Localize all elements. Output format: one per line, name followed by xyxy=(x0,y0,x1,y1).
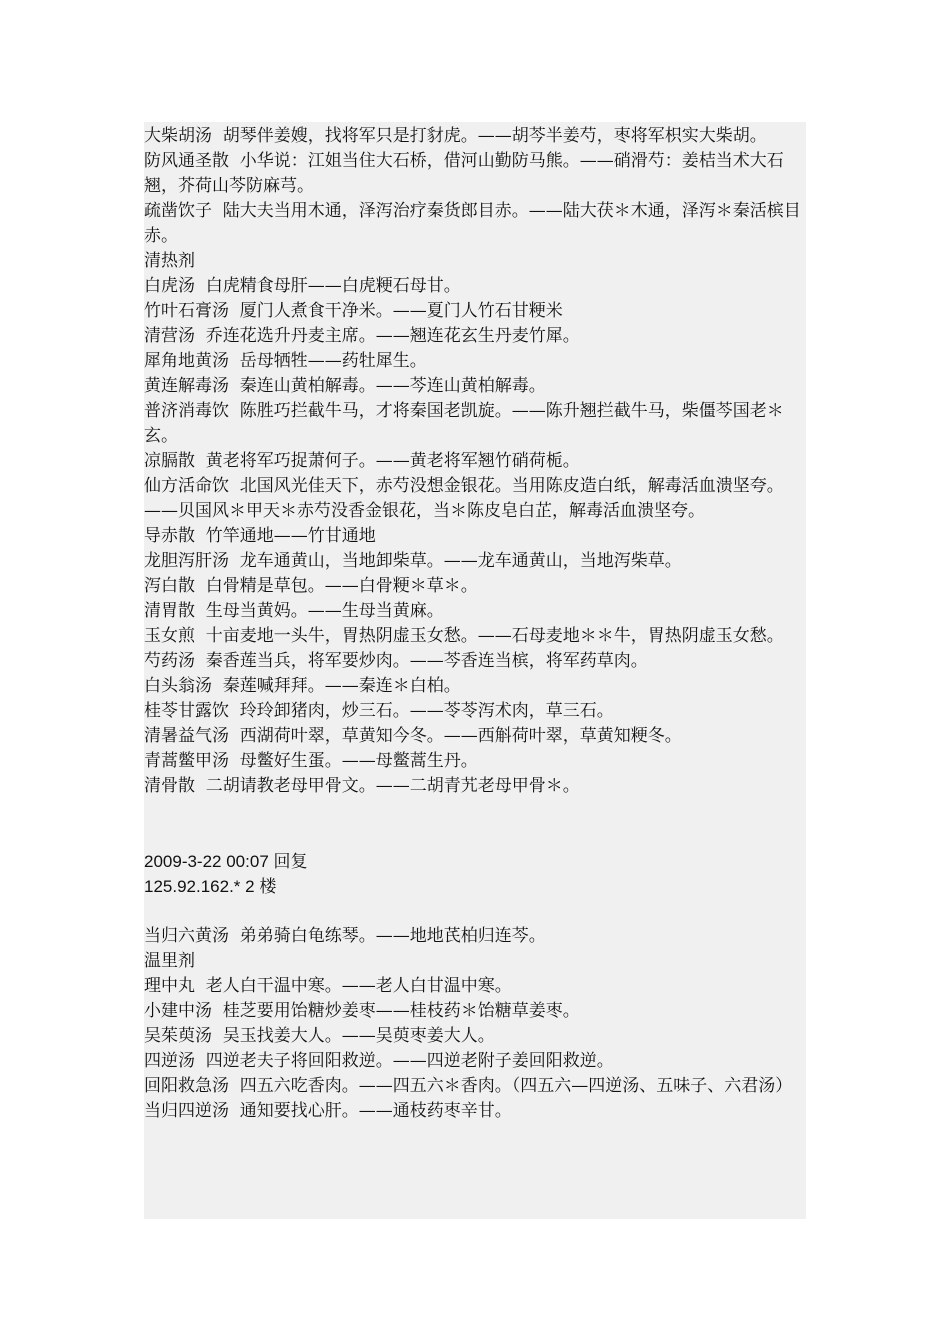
text-line: 清暑益气汤 西湖荷叶翠，草黄知今冬。——西斛荷叶翠，草黄知粳冬。 xyxy=(144,726,682,746)
post-2-body xyxy=(144,924,806,1124)
text-line: 吴茱萸汤 吴玉找姜大人。——吴萸枣姜大人。 xyxy=(144,1026,495,1046)
text-line: 白虎汤 白虎精食母肝——白虎粳石母甘。 xyxy=(144,276,461,296)
text-line: 清胃散 生母当黄妈。——生母当黄麻。 xyxy=(144,601,444,621)
spacer xyxy=(144,799,806,849)
text-line: 竹叶石膏汤 厦门人煮食干净米。——夏门人竹石甘粳米 xyxy=(144,301,563,321)
post-2-header xyxy=(144,849,806,899)
text-line: 清营汤 乔连花选升丹麦主席。——翘连花玄生丹麦竹犀。 xyxy=(144,326,580,346)
text-line: 当归四逆汤 通知要找心肝。——通枝药枣辛甘。 xyxy=(144,1101,512,1121)
text-line: 桂苓甘露饮 玲玲卸猪肉，炒三石。——苓苓泻术肉，草三石。 xyxy=(144,701,614,721)
text-line: 芍药汤 秦香莲当兵，将军要炒肉。——芩香连当槟，将军药草肉。 xyxy=(144,651,648,671)
text-line: 玉女煎 十亩麦地一头牛，胃热阴虚玉女愁。——石母麦地＊＊牛，胃热阴虚玉女愁。 xyxy=(144,626,784,646)
text-line: 防风通圣散 小华说：江姐当住大石桥，借河山勤防马熊。——硝滑芍：姜桔当术大石翘，芥荷山芩防麻芎。 xyxy=(144,151,784,196)
text-line: 理中丸 老人白干温中寒。——老人白甘温中寒。 xyxy=(144,976,512,996)
text-line: 仙方活命饮 北国风光佳天下，赤芍没想金银花。当用陈皮造白纸，解毒活血溃坚夸。——贝国风＊甲天＊赤芍没香金银花，当＊陈皮皂白芷，解毒活血溃坚夸。 xyxy=(144,476,784,521)
text-line: 龙胆泻肝汤 龙车通黄山，当地卸柴草。——龙车通黄山，当地泻柴草。 xyxy=(144,551,682,571)
text-line: 四逆汤 四逆老夫子将回阳救逆。——四逆老附子姜回阳救逆。 xyxy=(144,1051,614,1071)
text-line: 犀角地黄汤 岳母牺牲——药牡犀生。 xyxy=(144,351,427,371)
text-line: 当归六黄汤 弟弟骑白龟练琴。——地地芪柏归连芩。 xyxy=(144,926,546,946)
post-ip-floor: 125.92.162.* 2 楼 xyxy=(144,877,277,896)
text-line: 普济消毒饮 陈胜巧拦截牛马，才将秦国老凯旋。——陈升翘拦截牛马，柴僵芩国老＊玄。 xyxy=(144,401,784,446)
text-line: 青蒿鳖甲汤 母鳖好生蛋。——母鳖蒿生丹。 xyxy=(144,751,478,771)
text-line: 小建中汤 桂芝要用饴糖炒姜枣——桂枝药＊饴糖草姜枣。 xyxy=(144,1001,580,1021)
forum-post-content xyxy=(144,122,806,1219)
section-heading: 清热剂 xyxy=(144,251,195,271)
post-datetime-reply: 2009-3-22 00:07 回复 xyxy=(144,852,308,871)
text-line: 大柴胡汤 胡琴伴姜嫂，找将军只是打豺虎。——胡芩半姜芍，枣将军枳实大柴胡。 xyxy=(144,126,767,146)
text-line: 黄连解毒汤 秦连山黄柏解毒。——芩连山黄柏解毒。 xyxy=(144,376,546,396)
text-line: 清骨散 二胡请教老母甲骨文。——二胡青艽老母甲骨＊。 xyxy=(144,776,580,796)
text-line: 泻白散 白骨精是草包。——白骨粳＊草＊。 xyxy=(144,576,478,596)
text-line: 导赤散 竹竿通地——竹甘通地 xyxy=(144,526,376,546)
text-line: 疏凿饮子 陆大夫当用木通，泽泻治疗秦货郎目赤。——陆大茯＊木通，泽泻＊秦活槟目赤。 xyxy=(144,201,801,246)
text-line: 回阳救急汤 四五六吃香肉。——四五六＊香肉。（四五六—四逆汤、五味子、六君汤） xyxy=(144,1076,793,1096)
spacer xyxy=(144,899,806,924)
text-line: 白头翁汤 秦莲喊拜拜。——秦连＊白柏。 xyxy=(144,676,461,696)
text-line: 凉膈散 黄老将军巧捉萧何子。——黄老将军翘竹硝荷栀。 xyxy=(144,451,580,471)
section-heading: 温里剂 xyxy=(144,951,195,971)
post-1-body xyxy=(144,124,806,799)
